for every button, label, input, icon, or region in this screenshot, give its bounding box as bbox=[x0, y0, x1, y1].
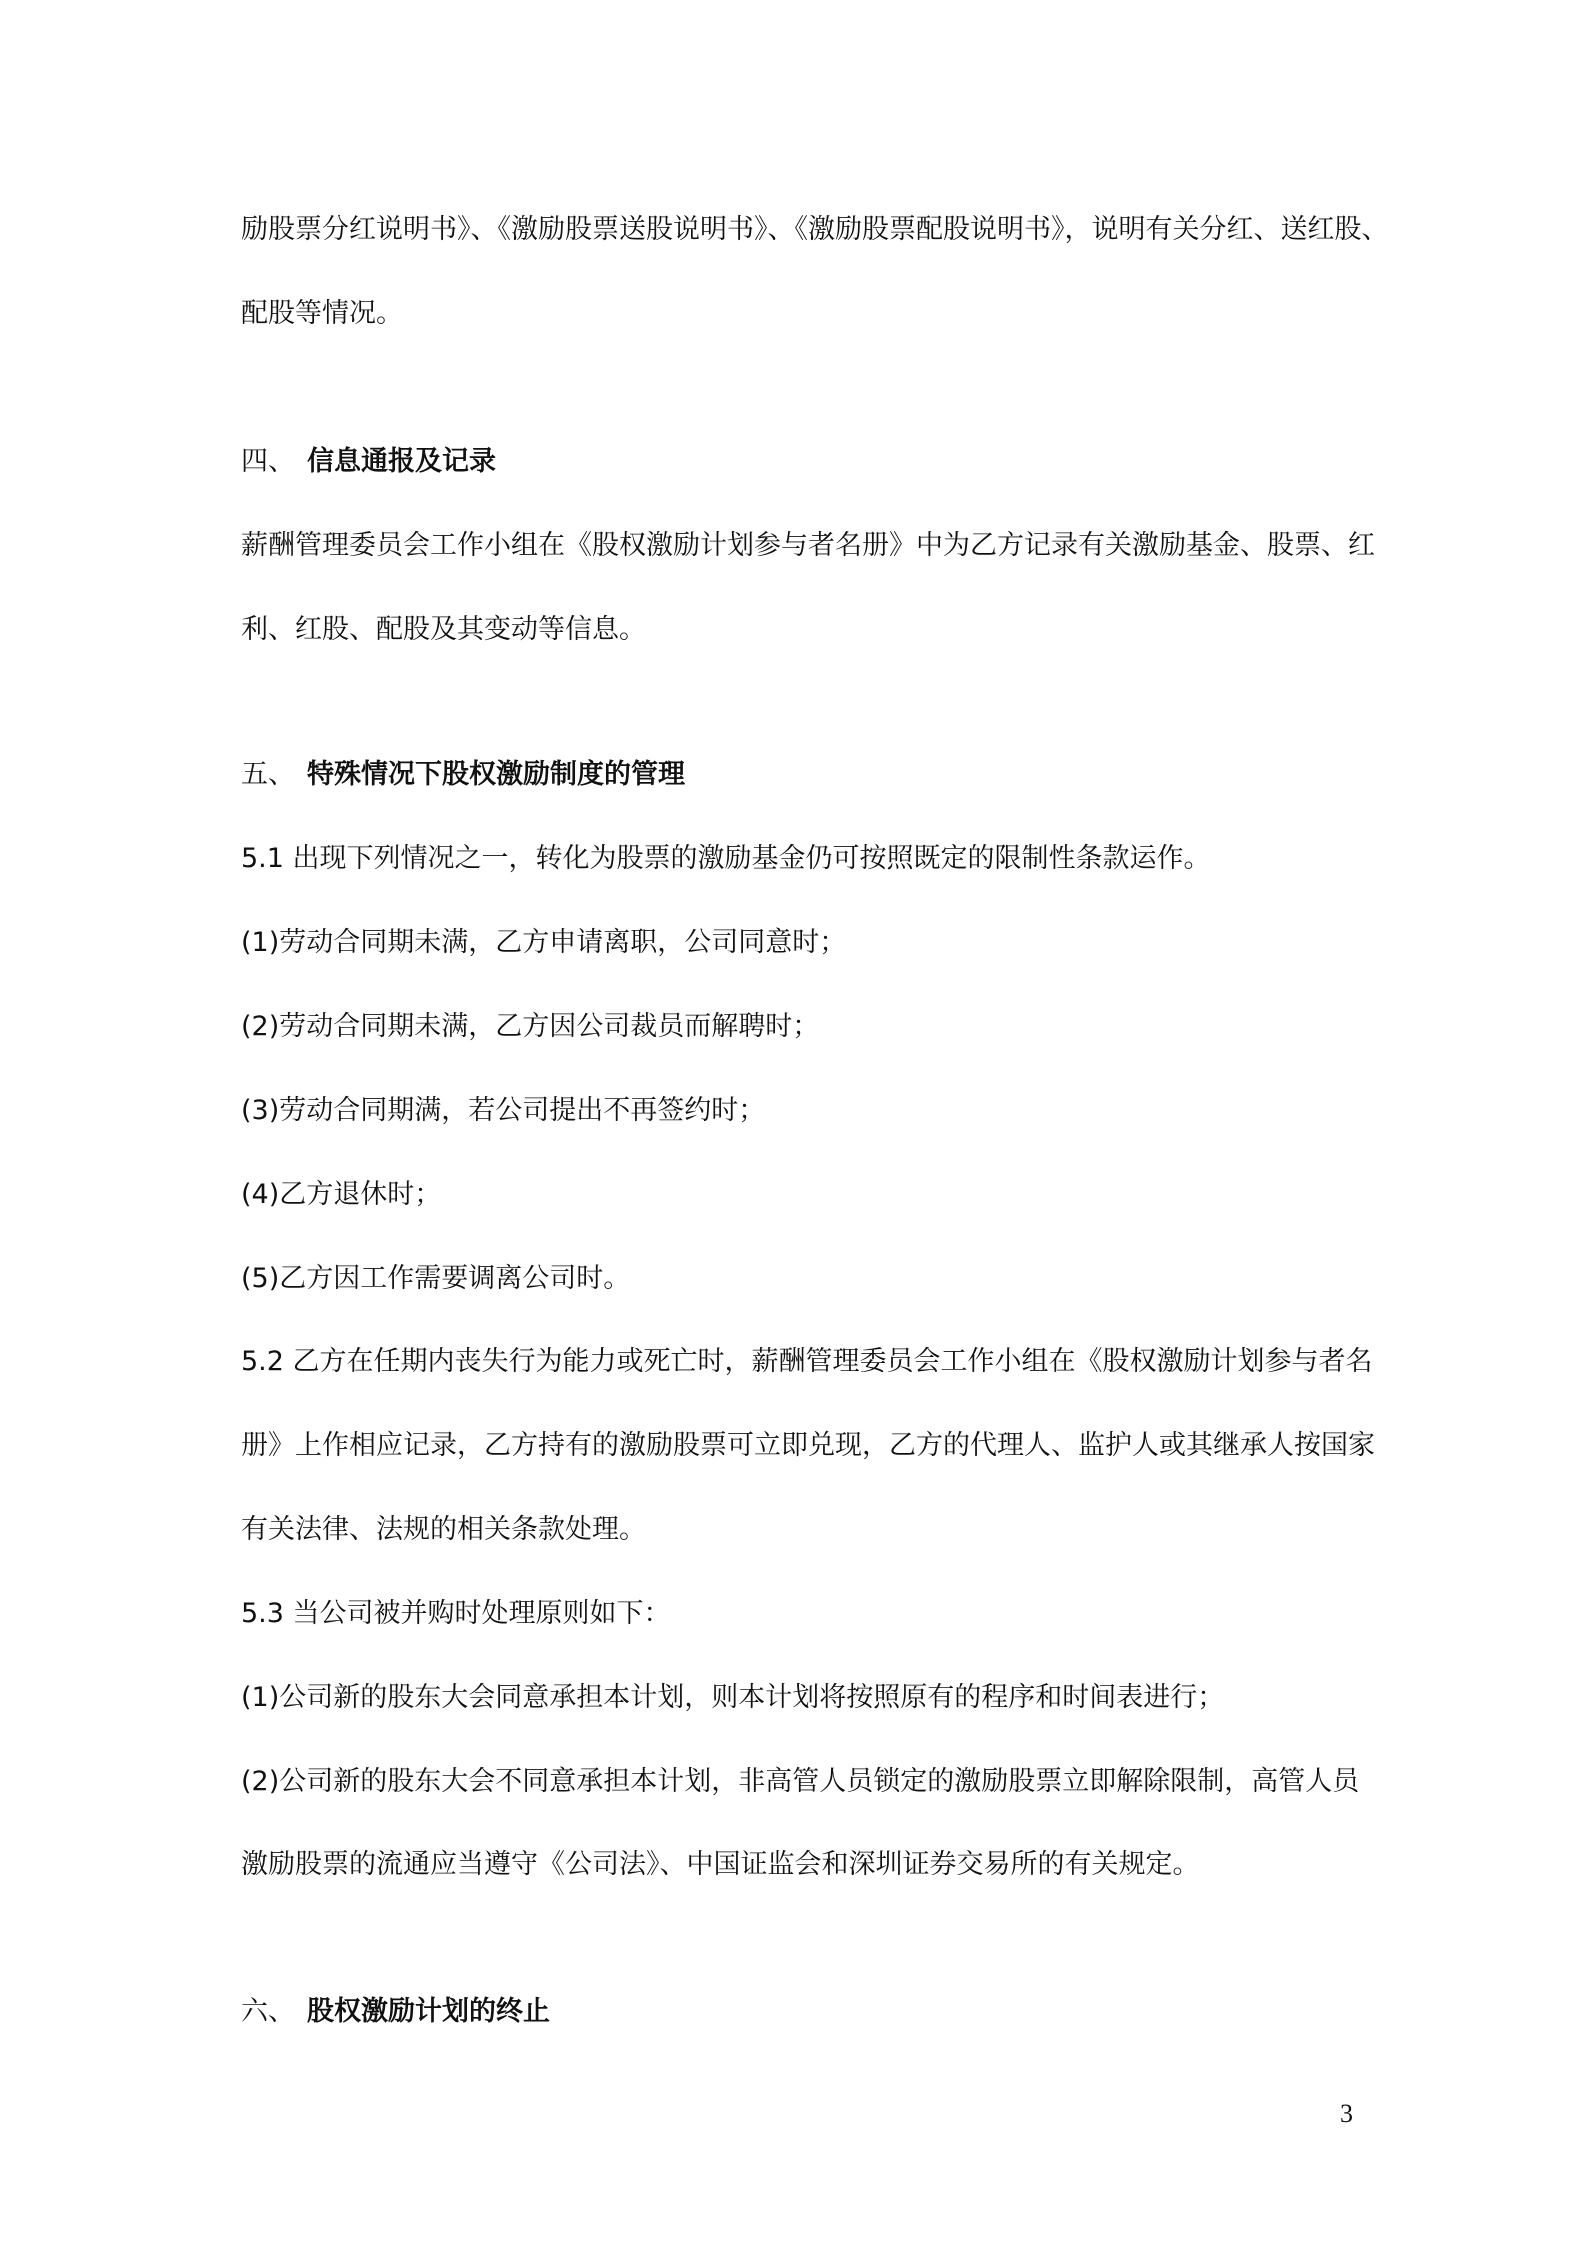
list-item: (1)劳动合同期未满，乙方申请离职，公司同意时； bbox=[241, 927, 847, 958]
section-number: 六、 bbox=[241, 1996, 295, 2027]
page-number: 3 bbox=[1340, 2099, 1353, 2128]
section-heading-4 bbox=[241, 442, 496, 482]
section-heading-5 bbox=[241, 755, 685, 795]
list-item: (5)乙方因工作需要调离公司时。 bbox=[241, 1263, 631, 1294]
section-number: 五、 bbox=[241, 759, 295, 790]
paragraph-line: 激励股票的流通应当遵守《公司法》、中国证监会和深圳证券交易所的有关规定。 bbox=[241, 1849, 1200, 1880]
paragraph-line: 册》上作相应记录，乙方持有的激励股票可立即兑现，乙方的代理人、监护人或其继承人按国家 bbox=[241, 1430, 1375, 1461]
section-heading-6 bbox=[241, 1992, 550, 2032]
list-item: (4)乙方退休时； bbox=[241, 1179, 442, 1210]
section-title: 股权激励计划的终止 bbox=[307, 1996, 550, 2027]
list-item: (2)公司新的股东大会不同意承担本计划，非高管人员锁定的激励股票立即解除限制，高管人员 bbox=[241, 1766, 1360, 1797]
paragraph-line: 利、红股、配股及其变动等信息。 bbox=[241, 614, 646, 645]
paragraph-line: 有关法律、法规的相关条款处理。 bbox=[241, 1514, 646, 1545]
section-title: 信息通报及记录 bbox=[307, 446, 496, 477]
section-number: 四、 bbox=[241, 446, 295, 477]
paragraph-line: 5.3 当公司被并购时处理原则如下： bbox=[241, 1598, 671, 1629]
paragraph-line: 5.1 出现下列情况之一，转化为股票的激励基金仍可按照既定的限制性条款运作。 bbox=[241, 843, 1211, 874]
paragraph-line: 5.2 乙方在任期内丧失行为能力或死亡时，薪酬管理委员会工作小组在《股权激励计划参与者名 bbox=[241, 1346, 1373, 1377]
list-item: (1)公司新的股东大会同意承担本计划，则本计划将按照原有的程序和时间表进行； bbox=[241, 1682, 1225, 1713]
paragraph-line: 薪酬管理委员会工作小组在《股权激励计划参与者名册》中为乙方记录有关激励基金、股票、红 bbox=[241, 530, 1375, 561]
list-item: (2)劳动合同期未满，乙方因公司裁员而解聘时； bbox=[241, 1011, 820, 1042]
section-title: 特殊情况下股权激励制度的管理 bbox=[307, 759, 685, 790]
list-item: (3)劳动合同期满，若公司提出不再签约时； bbox=[241, 1095, 766, 1126]
paragraph-line: 励股票分红说明书》、《激励股票送股说明书》、《激励股票配股说明书》，说明有关分红、送红股、 bbox=[241, 214, 1389, 245]
paragraph-line: 配股等情况。 bbox=[241, 298, 403, 329]
